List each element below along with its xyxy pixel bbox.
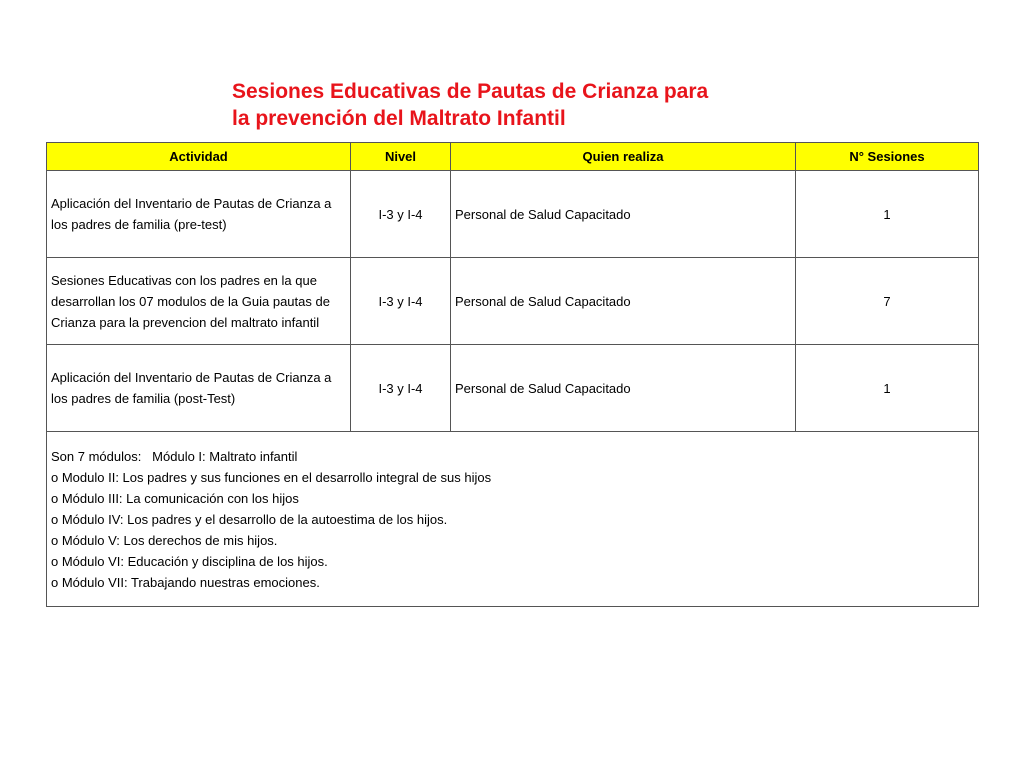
page-title [232, 78, 792, 132]
cell-n-sesiones: 1 [796, 345, 979, 432]
cell-quien-realiza: Personal de Salud Capacitado [451, 345, 796, 432]
cell-quien-realiza: Personal de Salud Capacitado [451, 171, 796, 258]
notes-line: o Módulo VI: Educación y disciplina de los hijos. [51, 553, 328, 569]
sessions-table [46, 142, 979, 607]
cell-n-sesiones: 7 [796, 258, 979, 345]
notes-line: o Modulo II: Los padres y sus funciones en el desarrollo integral de sus hijos [51, 469, 492, 485]
notes-line: o Módulo V: Los derechos de mis hijos. [51, 532, 278, 548]
table-row [47, 171, 979, 258]
table-row [47, 258, 979, 345]
header-n-sesiones: N° Sesiones [796, 143, 979, 171]
cell-n-sesiones: 1 [796, 171, 979, 258]
notes-line: o Módulo III: La comunicación con los hijos [51, 490, 299, 506]
cell-nivel: I-3 y I-4 [351, 258, 451, 345]
cell-actividad: Aplicación del Inventario de Pautas de Crianza a los padres de familia (pre-test) [47, 171, 351, 258]
header-nivel: Nivel [351, 143, 451, 171]
notes-line: Son 7 módulos: Módulo I: Maltrato infantil [51, 448, 298, 464]
title-line-2: la prevención del Maltrato Infantil [232, 107, 566, 130]
table-row [47, 345, 979, 432]
title-line-1: Sesiones Educativas de Pautas de Crianza para [232, 80, 709, 103]
header-quien-realiza: Quien realiza [451, 143, 796, 171]
table-header-row [47, 143, 979, 171]
header-actividad: Actividad [47, 143, 351, 171]
notes-line: o Módulo IV: Los padres y el desarrollo de la autoestima de los hijos. [51, 511, 448, 527]
cell-nivel: I-3 y I-4 [351, 171, 451, 258]
notes-row [47, 432, 979, 607]
cell-nivel: I-3 y I-4 [351, 345, 451, 432]
cell-actividad: Sesiones Educativas con los padres en la que desarrollan los 07 modulos de la Guia pautas de Crianza para la prevencion del maltrato infantil [47, 258, 351, 345]
notes-line: o Módulo VII: Trabajando nuestras emociones. [51, 574, 320, 590]
cell-actividad: Aplicación del Inventario de Pautas de Crianza a los padres de familia (post-Test) [47, 345, 351, 432]
modules-notes [47, 432, 979, 607]
cell-quien-realiza: Personal de Salud Capacitado [451, 258, 796, 345]
